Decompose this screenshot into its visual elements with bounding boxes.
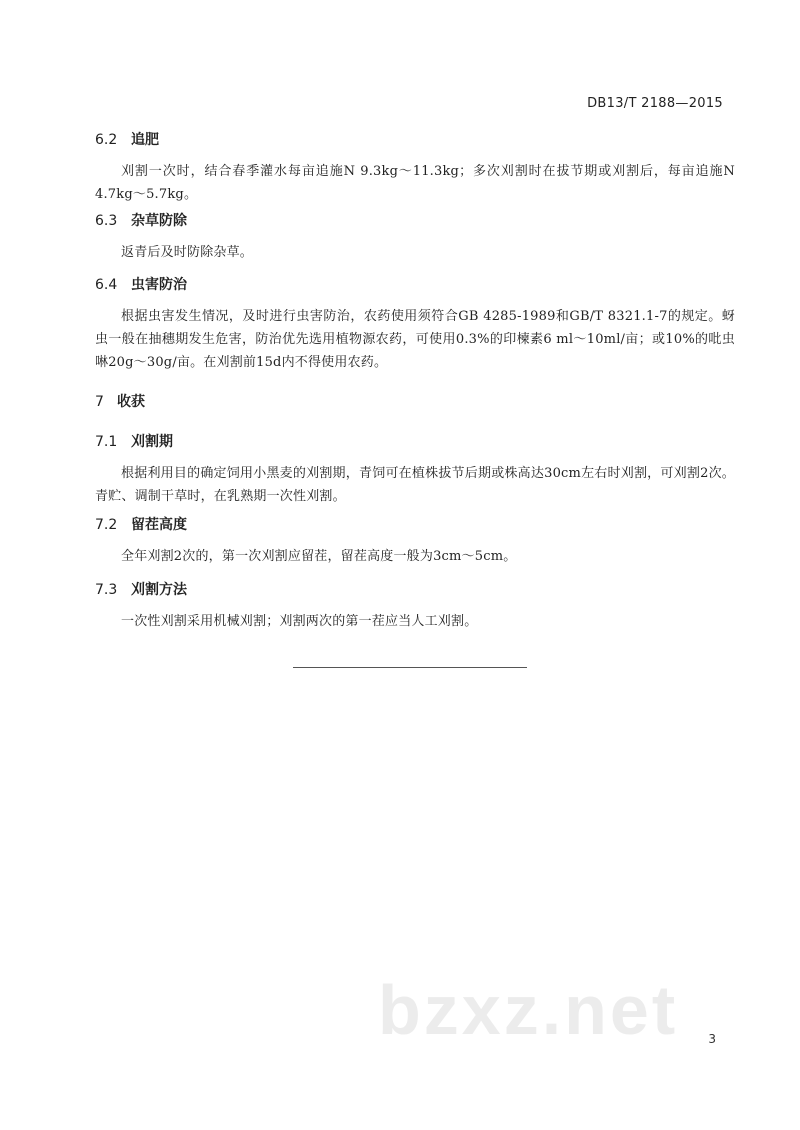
section-heading [95, 275, 735, 295]
section-6-4 [95, 275, 735, 374]
watermark: bzxz.net [378, 971, 679, 1049]
section-paragraph: 一次性刈割采用机械刈割；刈割两次的第一茬应当人工刈割。 [121, 614, 478, 629]
section-heading [95, 515, 735, 535]
section-heading [95, 580, 735, 600]
section-number: 7 [95, 394, 104, 410]
section-title: 追肥 [131, 132, 159, 148]
section-7-1 [95, 432, 735, 508]
chapter-heading [95, 392, 735, 412]
section-heading [95, 432, 735, 452]
section-number: 6.3 [95, 213, 118, 229]
section-title: 刈割期 [131, 434, 173, 450]
section-title: 留茬高度 [131, 517, 187, 533]
page-number: 3 [708, 1032, 716, 1046]
section-paragraph: 返青后及时防除杂草。 [121, 245, 254, 260]
section-title: 虫害防治 [131, 277, 187, 293]
section-7 [95, 392, 735, 412]
section-title: 刈割方法 [131, 582, 187, 598]
section-title: 杂草防除 [131, 213, 187, 229]
section-heading [95, 211, 735, 231]
section-heading [95, 130, 735, 150]
section-6-3 [95, 211, 735, 264]
section-paragraph: 根据利用目的确定饲用小黑麦的刈割期，青饲可在植株拔节后期或株高达30cm左右时刈割，可刈割2次。青贮、调制干草时，在乳熟期一次性刈割。 [95, 466, 735, 504]
section-7-3 [95, 580, 735, 633]
section-number: 6.4 [95, 277, 118, 293]
section-number: 6.2 [95, 132, 118, 148]
end-of-document-rule [293, 667, 527, 668]
section-number: 7.1 [95, 434, 118, 450]
section-7-2 [95, 515, 735, 568]
section-title: 收获 [117, 394, 145, 410]
section-number: 7.3 [95, 582, 118, 598]
document-id: DB13/T 2188—2015 [587, 96, 723, 111]
section-paragraph: 全年刈割2次的，第一次刈割应留茬，留茬高度一般为3cm～5cm。 [121, 549, 517, 564]
section-paragraph: 根据虫害发生情况，及时进行虫害防治，农药使用须符合GB 4285-1989和GB/T 8321.1-7的规定。蚜虫一般在抽穗期发生危害，防治优先选用植物源农药，可使用0.3%的印楝素6 ml～10ml/亩；或10%的吡虫啉20g～30g/亩。在刈割前15d内不得使用农药。 [95, 309, 735, 370]
section-6-2 [95, 130, 735, 206]
section-paragraph: 刈割一次时，结合春季灌水每亩追施N 9.3kg～11.3kg；多次刈割时在拔节期或刈割后，每亩追施N 4.7kg～5.7kg。 [95, 164, 735, 202]
section-number: 7.2 [95, 517, 118, 533]
